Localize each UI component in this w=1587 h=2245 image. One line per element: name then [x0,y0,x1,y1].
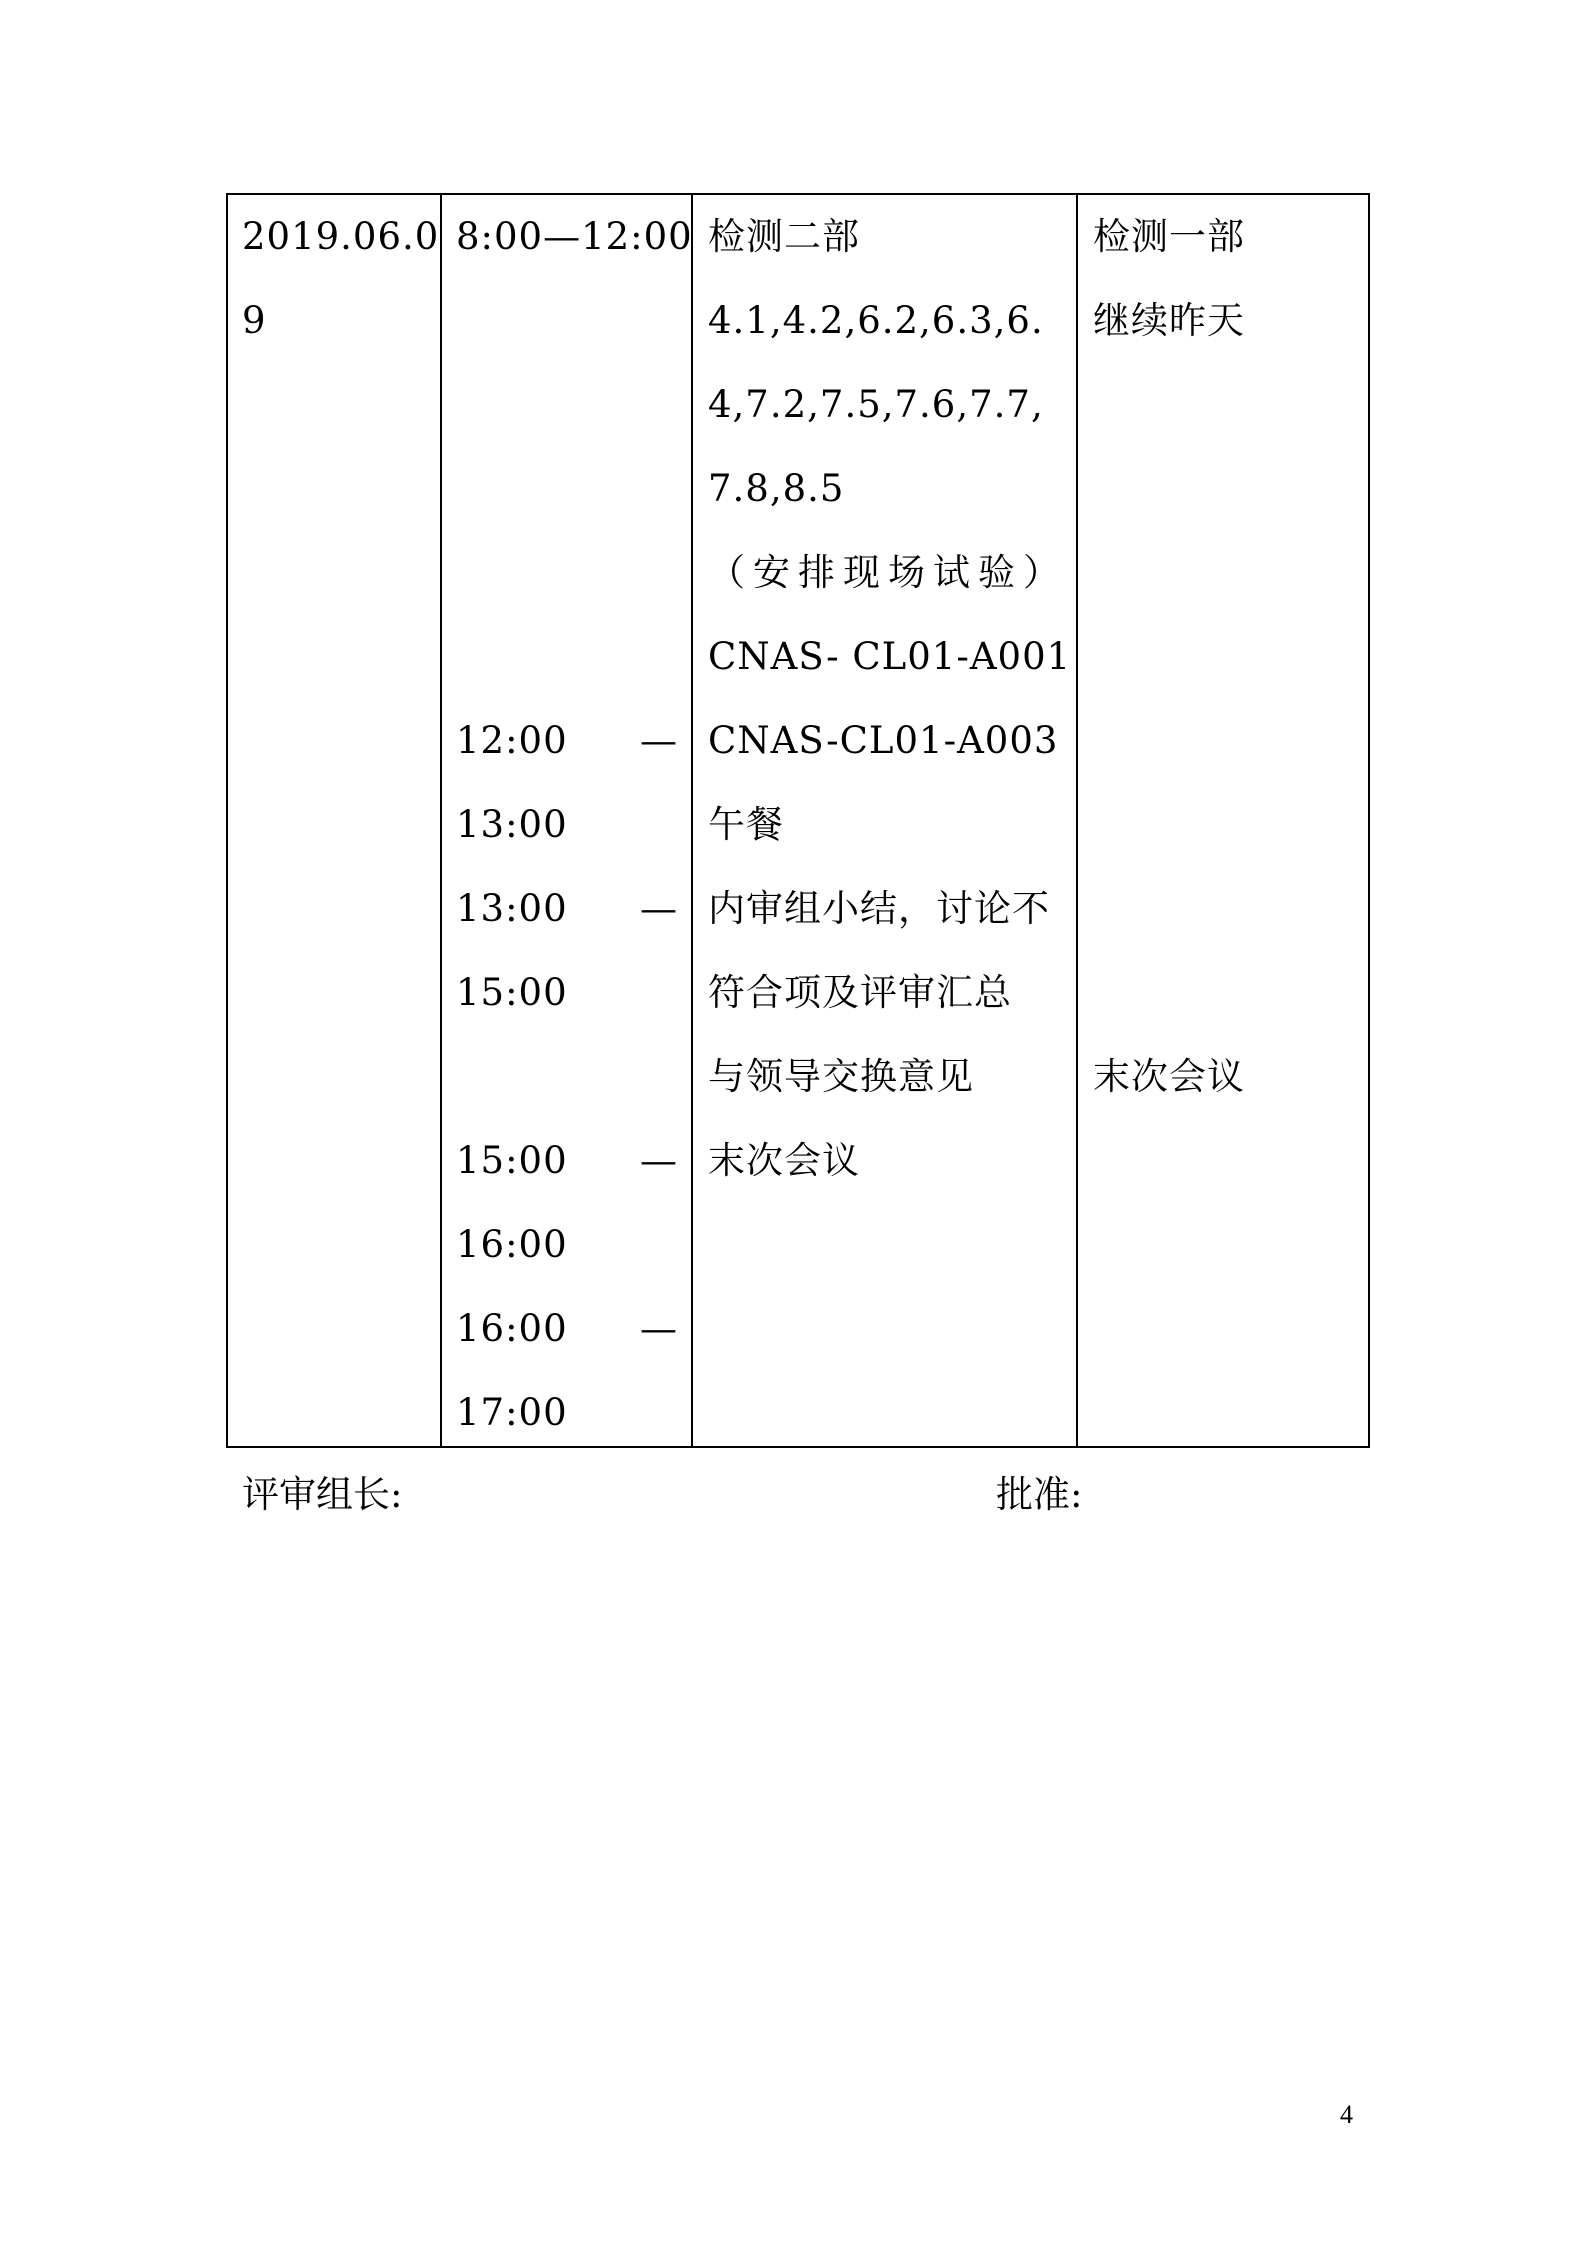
time-slot-5-dash: — [640,1307,677,1350]
date-line-1: 2019.06.0 [242,215,440,258]
time-slot-1: 8:00—12:00 [456,215,693,258]
schedule-table [226,193,1370,1448]
time-slot-2-dash: — [640,719,677,762]
dept2-line-8: 午餐 [708,803,784,846]
dept2-line-5: （安排现场试验） [708,551,1068,594]
time-slot-3-end: 15:00 [456,971,568,1014]
dept2-line-6: CNAS- CL01-A001 [708,635,1072,678]
column-divider-3 [1076,193,1078,1448]
time-slot-5-start: 16:00 [456,1307,568,1350]
column-divider-2 [691,193,693,1448]
review-leader-label: 评审组长: [242,1473,403,1516]
dept2-line-2: 4.1,4.2,6.2,6.3,6. [708,299,1044,342]
time-slot-4-end: 16:00 [456,1223,568,1266]
dept1-line-3: 末次会议 [1093,1055,1245,1098]
time-slot-2-start: 12:00 [456,719,568,762]
time-slot-4-dash: — [640,1139,677,1182]
column-divider-1 [440,193,442,1448]
date-line-2: 9 [242,299,267,342]
dept2-line-7: CNAS-CL01-A003 [708,719,1059,762]
dept2-line-3: 4,7.2,7.5,7.6,7.7, [708,383,1044,426]
dept2-line-11: 与领导交换意见 [708,1055,974,1098]
time-slot-2-end: 13:00 [456,803,568,846]
dept2-line-10: 符合项及评审汇总 [708,971,1012,1014]
page-number: 4 [1340,2100,1353,2129]
dept2-line-12: 末次会议 [708,1139,860,1182]
dept2-line-1: 检测二部 [708,215,860,258]
dept2-line-9: 内审组小结，讨论不 [708,887,1050,930]
time-slot-3-start: 13:00 [456,887,568,930]
dept2-line-4: 7.8,8.5 [708,467,845,510]
time-slot-4-start: 15:00 [456,1139,568,1182]
time-slot-5-end: 17:00 [456,1391,568,1434]
dept1-line-2: 继续昨天 [1093,299,1245,342]
time-slot-3-dash: — [640,887,677,930]
dept1-line-1: 检测一部 [1093,215,1245,258]
approval-label: 批准: [996,1473,1083,1516]
